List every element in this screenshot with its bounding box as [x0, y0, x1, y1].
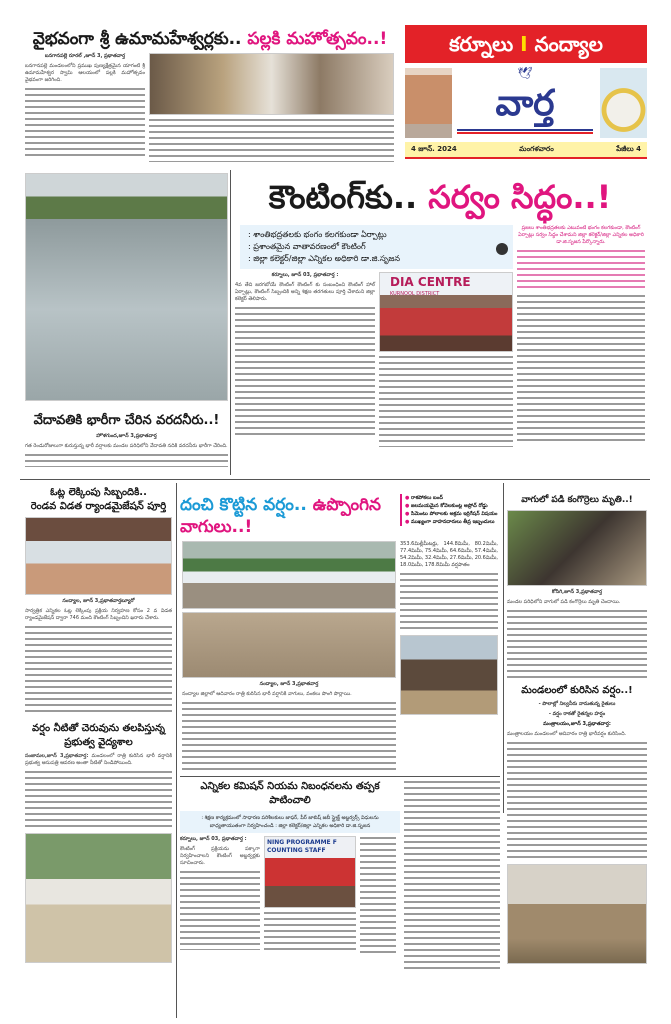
story4-body-cont	[25, 770, 172, 830]
photo-banner-sub: KURNOOL DISTRICT	[390, 291, 440, 297]
story1-body-cont	[25, 87, 145, 157]
bullet-text: శాంతిభద్రతలకు భంగం కలగకుండా ఏర్పాట్లు	[253, 230, 387, 239]
headline-part: దంచి కొట్టిన వర్షం..	[180, 495, 307, 515]
lead-headline	[235, 172, 645, 222]
story5-photo-stream	[182, 612, 396, 678]
story5-bullet: ● సిమెంటు పోలాలకు అక్రమ ఇర్రిగేషన్ విషయం	[405, 511, 498, 517]
column-middle	[180, 494, 500, 970]
lead-bullet	[248, 241, 491, 253]
story6-body-cont	[507, 609, 647, 679]
story3-headline	[25, 486, 172, 514]
story4-dateline: సంజామల,జూన్ 3,ప్రభాతవార్త:	[25, 753, 89, 759]
story6-dateline: కోసిగి,జూన్ 3,ప్రభాతవార్త	[551, 589, 603, 595]
masthead-region-banner	[405, 25, 647, 63]
bullet-text: జలమయమైన కోవెలకుంట్ల అప్రోచ్ రోడ్డు	[410, 503, 488, 509]
story6-body: మండల పరిధిలోని వాగులో పడి కంగొర్రెలు మృతి చెందాయి.	[507, 599, 621, 605]
logo-text: వార్త	[495, 83, 555, 124]
bullet-text: రాకపోకలు బంద్	[410, 495, 443, 501]
story7-body-cont	[507, 741, 647, 861]
bullet-mark: :	[248, 230, 251, 239]
story8-photo-training	[264, 836, 356, 908]
lead	[235, 172, 645, 447]
story5-body: నంద్యాల జిల్లాలో ఆదివారం రాత్రి కురిసిన భారీ వర్షానికి వాగులు, వంకలు పొంగి పొర్లాయి.	[182, 691, 352, 697]
lead-bullets-box	[240, 225, 513, 269]
story7-sub: - వర్షం రాకతో రైతన్నల హర్షం	[548, 711, 606, 717]
column-left	[25, 486, 172, 963]
story6-photo-sheep	[507, 510, 647, 586]
story4-body	[25, 753, 172, 767]
bullet-text: జిల్లా కలెక్టర్/జిల్లా ఎన్నికల అధికారి డా.జి.సృజన	[253, 254, 401, 263]
story2	[25, 173, 228, 467]
story7-photo-field	[507, 864, 647, 964]
bullet-mark: :	[248, 254, 251, 263]
section-divider	[20, 479, 650, 480]
story8-body-cont	[180, 870, 260, 950]
story5-bullet: ● ముఖ్యంగా వాహనదారులు తీవ్ర ఇబ్బందులు	[405, 519, 495, 525]
story4-body-text: మండలంలో రాత్రి కురిసిన భారీ వర్షానికి ప్రభుత్వ ఆసుపత్రి ఆవరణ అంతా నీటితో నిండిపోయింది.	[25, 753, 173, 766]
bullet-text: ప్రశాంతమైన వాతావరణంలో కౌంటింగ్	[253, 242, 366, 251]
story5-body-cont	[182, 701, 396, 771]
story4-photo-hospital	[25, 833, 172, 963]
section-divider	[180, 776, 500, 777]
story8-headline: ఎన్నికల కమిషన్ నియమ నిబంధనలను తప్పక పాటించాలి	[200, 781, 380, 806]
bullet-text: ముఖ్యంగా వాహనదారులు తీవ్ర ఇబ్బందులు	[410, 519, 495, 525]
story5-rainfall-cont	[400, 572, 498, 632]
headline-part: వైభవంగా శ్రీ ఉమామహేశ్వర్లకు..	[32, 29, 242, 49]
nandi-image	[600, 68, 647, 138]
story5-rainfall: 353.6మిల్లీమీటర్లు, 144.8మిమీ, 80.2మిమీ, 77.4మిమీ, 75.4మిమీ, 64.6మిమీ, 57.4మిమీ, 54.2మిమీ, 32.4మిమీ, 27.6మిమీ, 20.6మిమీ, 18.0మిమీ, 178.8మిమీ వర్షపాతం	[400, 541, 498, 568]
story2-photo-river	[25, 173, 228, 401]
logo-vaartha	[457, 67, 593, 139]
lead-dateline: కర్నూలు, జూన్ 03, ప్రభాతవార్త :	[271, 272, 339, 278]
lead-bullet	[248, 253, 491, 265]
lead-bullet	[248, 229, 491, 241]
photo-banner-text: DIA CENTRE	[390, 275, 471, 289]
bullet-mark: :	[248, 242, 251, 251]
story8-body-col2	[264, 911, 356, 951]
story4-headline	[25, 722, 172, 750]
story1-body-col2	[149, 118, 394, 162]
story3-dateline: నంద్యాల, జూన్ 3,ప్రభాతవార్తబ్యూరో	[62, 598, 135, 604]
story3-body: సార్వత్రిక ఎన్నికల ఓట్ల లెక్కింపు ప్రక్రియ నిర్వహణ కోసం 2 వ విడత ర్యాండమైజేషన్ ద్వారా 746 మంది కౌంటింగ్ సిబ్బందిని ఖరారు చేశారు.	[25, 608, 172, 621]
story5-bullet: ● జలమయమైన కోవెలకుంట్ల అప్రోచ్ రోడ్డు	[405, 503, 488, 509]
photo-banner-text: NING PROGRAMME F COUNTING STAFF	[267, 839, 337, 854]
story7-body: మంత్రాలయం మండలంలో ఆదివారం రాత్రి భారీవర్షం కురిసింది.	[507, 731, 627, 737]
date-bar	[405, 142, 647, 159]
page-number: పేజీలు 4	[616, 144, 641, 153]
column-divider	[230, 170, 231, 475]
masthead	[405, 25, 647, 162]
fort-image	[405, 68, 452, 138]
story8-deck: : శిక్షణ కార్యక్రమంలో సాధారణ పరిశీలకులు జాఫర్, పీర్ జాబిష్ జబీ స్ట్రైక్ట్ అబ్జర్వర్స్ విధులను బాధ్యతాయుతంగా నిర్వహించండి : జిల్లా కలెక్టర్/జిల్లా ఎన్నికల అధికారి డా.జి.సృజన	[180, 811, 400, 833]
column-divider	[176, 483, 177, 1018]
region-nandyal: నంద్యాల	[534, 32, 603, 56]
headline-part: ఉప్పొంగిన వాగులు..!	[180, 495, 381, 537]
story5-photo-cattle	[400, 635, 498, 715]
story8-body-col3	[360, 836, 396, 956]
story7-dateline: మంత్రాలయం,జూన్ 3,ప్రభాతవార్త:	[543, 721, 611, 727]
story5-bullets	[400, 494, 498, 526]
story1-body: బనగానపల్లె మండలంలోని ప్రముఖ పుణ్యక్షేత్రమైన యాగంటి శ్రీ ఉమామహేశ్వర స్వామి ఆలయంలో పల్లకి మహోత్సవం వైభవంగా జరిగింది.	[25, 63, 145, 83]
story8-body: కౌంటింగ్ ప్రక్రియను పక్కాగా నిర్వహించాలని కౌంటింగ్ అబ్జర్వర్లకు సూచించారు.	[180, 846, 260, 866]
issue-date: 4 జూన్. 2024	[411, 144, 457, 153]
story3-body-cont	[25, 625, 172, 715]
headline-line: ఓట్ల లెక్కింపు సిబ్బందికి..	[50, 487, 147, 498]
headline-part: పల్లకి మహోత్సవం..!	[247, 29, 388, 49]
story2-headline: వేదావతికి భారీగా చేరిన వరదనీరు..!	[33, 413, 220, 428]
region-separator: I	[520, 32, 528, 56]
story5-dateline: నంద్యాల, జూన్ 3,ప్రభాతవార్త	[259, 681, 319, 687]
lead-body-col3	[517, 294, 645, 444]
story1-dateline: బనగానపల్లె రూరల్ ,జూన్ 3, ప్రభాతవార్త	[44, 53, 126, 59]
story1-photo-palanquin	[149, 53, 394, 115]
story1-headline	[20, 28, 400, 50]
headline-part: కౌంటింగ్‌కు..	[268, 178, 418, 216]
lead-body-col2	[379, 355, 513, 447]
bullet-text: సిమెంటు పోలాలకు అక్రమ ఇర్రిగేషన్ విషయం	[410, 511, 498, 517]
story1	[20, 28, 400, 162]
region-kurnool: కర్నూలు	[449, 32, 514, 56]
lead-body-cont	[235, 306, 375, 436]
lead-pink-intro: ప్రజలు శాంతిభద్రతలకు ఎటువంటి భంగం కలగకుండా, కౌంటింగ్ ఏర్పాట్లు సర్వం సిద్ధం చేశామని జిల్లా కలెక్టర్/జిల్లా ఎన్నికల అధికారి డా.జి.సృజన పేర్కొన్నారు.	[518, 225, 644, 245]
story2-body: గత రెండురోజులుగా కురుస్తున్న భారీ వర్షాలకు మండల పరిధిలోని వేదావతి నదికి వరదనీరు భారీగా చేరింది.	[25, 443, 228, 449]
reporter-badge-icon	[496, 243, 508, 255]
headline-line: వర్షం నీటితో చెరువును తలపిస్తున్న	[32, 723, 165, 734]
headline-line: ప్రభుత్వ వైద్యశాల	[64, 737, 133, 748]
issue-weekday: మంగళవారం	[519, 144, 554, 153]
story2-dateline: హొళగుంద,జూన్ 3,ప్రభాతవార్త	[96, 433, 157, 439]
lead-body: 4వ తేది జరగబోయే కౌంటింగ్ కౌంటింగ్ కు సంబంధించి కౌంటింగ్ హాల్ ఏర్పాట్లు, కౌంటింగ్ సిబ్బందికి అన్ని శిక్షణ తరగతులు పూర్తి చేశామని జిల్లా కలెక్టర్ తెలిపారు.	[235, 282, 375, 302]
story5-photo-bus-flood	[182, 541, 396, 609]
story3-photo-meeting	[25, 517, 172, 595]
story8-dateline: కర్నూలు, జూన్ 03, ప్రభాతవార్త :	[180, 836, 247, 842]
column-right	[507, 494, 647, 964]
dove-icon: 🕊	[517, 66, 533, 80]
story2-body-cont	[25, 453, 228, 467]
story5-headline	[180, 494, 396, 538]
lead-pink-cont	[517, 249, 645, 291]
story7-headline: మండలంలో కురిసిన వర్షం..!	[521, 685, 633, 696]
story5-bullet: ● రాకపోకలు బంద్	[405, 495, 443, 501]
headline-line: రెండవ విడత ర్యాండమైజేషన్ పూర్తి	[30, 501, 167, 512]
column-divider	[503, 483, 504, 813]
lead-photo-press-meet	[379, 272, 513, 352]
story8-body-col4	[404, 780, 500, 970]
story7-sub: - పొలాల్లో నిల్వనీరు నానుతున్న రైతులు	[538, 701, 616, 707]
story6-headline: వాగులో పడి కంగొర్రెలు మృతి..!	[521, 495, 633, 505]
headline-part: సర్వం సిద్ధం..!	[428, 178, 612, 216]
